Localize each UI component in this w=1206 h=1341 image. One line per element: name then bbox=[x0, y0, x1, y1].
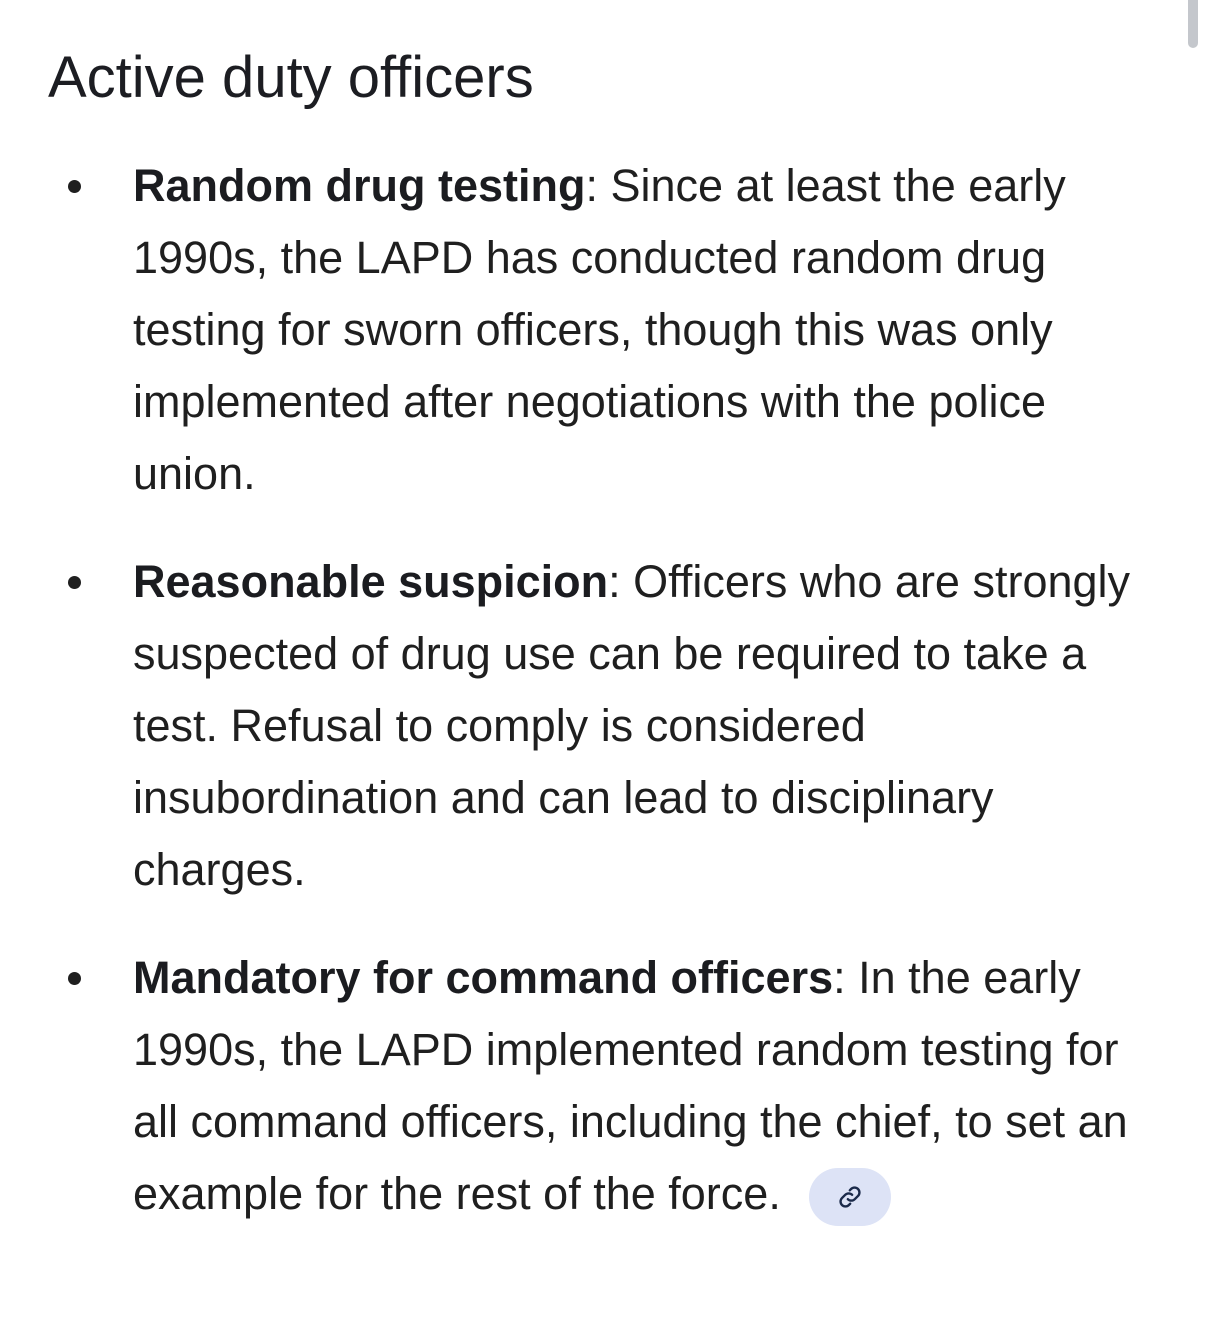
item-separator: : bbox=[833, 952, 846, 1003]
list-item bbox=[0, 150, 1206, 510]
bullet-marker bbox=[68, 180, 81, 193]
item-term: Reasonable suspicion bbox=[133, 556, 609, 607]
section-heading: Active duty officers bbox=[48, 45, 534, 110]
bullet-marker bbox=[68, 576, 81, 589]
item-separator: : bbox=[608, 556, 621, 607]
bullet-marker bbox=[68, 972, 81, 985]
bullet-list bbox=[0, 150, 1206, 1266]
list-item bbox=[0, 546, 1206, 906]
item-term: Random drug testing bbox=[133, 160, 586, 211]
item-text: In the early 1990s, the LAPD implemented random testing for all command officers, including the chief, to set an example for the rest of the force. bbox=[133, 952, 1128, 1219]
link-icon bbox=[837, 1184, 863, 1210]
item-text: Officers who are strongly suspected of drug use can be required to take a test. Refusal to comply is considered insubordination and can lead to disciplinary charges. bbox=[133, 556, 1131, 895]
item-text: Since at least the early 1990s, the LAPD has conducted random drug testing for sworn officers, though this was only implemented after negotiations with the police union. bbox=[133, 160, 1066, 499]
item-term: Mandatory for command officers bbox=[133, 952, 834, 1003]
list-item bbox=[0, 942, 1206, 1230]
item-separator: : bbox=[585, 160, 598, 211]
source-link-button[interactable] bbox=[809, 1168, 891, 1226]
scrollbar-thumb[interactable] bbox=[1188, 0, 1198, 48]
